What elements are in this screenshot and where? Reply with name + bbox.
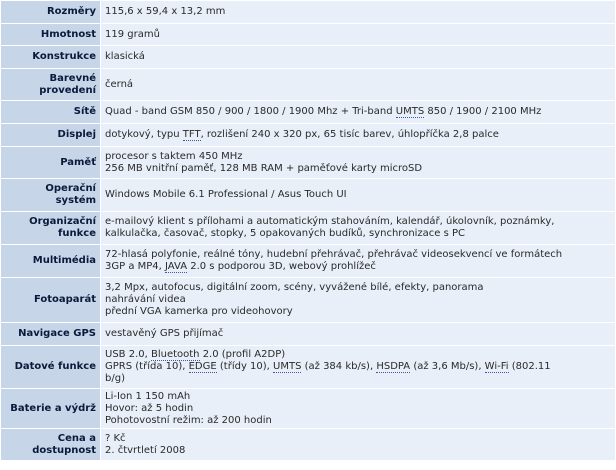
- spec-value: [101, 429, 616, 461]
- spec-value-line: dotykový, typu TFT, rozlišení 240 x 320 px, 65 tisíc barev, úhlopříčka 2,8 palce: [105, 129, 499, 140]
- spec-value: [101, 69, 616, 101]
- spec-value-line: 115,6 x 59,4 x 13,2 mm: [105, 6, 226, 17]
- spec-label: [1, 346, 101, 389]
- spec-row: [1, 101, 616, 124]
- spec-label: [1, 101, 101, 124]
- spec-value-line: 3GP a MP4, JAVA 2.0 s podporou 3D, webový prohlížeč: [105, 261, 376, 272]
- spec-value: [101, 147, 616, 179]
- spec-value-line: černá: [105, 78, 134, 90]
- spec-value: [101, 212, 616, 245]
- spec-label-line: funkce: [58, 228, 96, 239]
- spec-label-line: Displej: [57, 129, 96, 140]
- spec-row: [1, 24, 616, 46]
- spec-value: [101, 245, 616, 278]
- spec-value-line: ? Kč: [105, 432, 126, 444]
- spec-value: [101, 124, 616, 147]
- spec-label-line: Navigace GPS: [18, 328, 96, 339]
- spec-value-line: 2. čtvrtletí 2008: [105, 444, 186, 456]
- spec-label-line: Baterie a výdrž: [10, 402, 96, 414]
- spec-value-line: 256 MB vnitřní paměť, 128 MB RAM + paměťové karty microSD: [105, 162, 423, 174]
- specs-body: [1, 1, 616, 461]
- spec-label-line: Organizační: [29, 216, 96, 227]
- spec-value-line: 119 gramů: [105, 28, 160, 40]
- spec-label: [1, 179, 101, 212]
- spec-label-line: Datové funkce: [14, 361, 96, 372]
- spec-label: [1, 389, 101, 429]
- spec-label-line: Cena a: [57, 432, 96, 444]
- spec-row: [1, 245, 616, 278]
- spec-value: [101, 101, 616, 124]
- spec-label-line: provedení: [39, 84, 96, 96]
- spec-value-line: e-mailový klient s přílohami a automatickým stahováním, kalendář, úkolovník, poznámky,: [105, 216, 555, 227]
- spec-value-line: procesor s taktem 450 MHz: [105, 150, 243, 162]
- abbr-term[interactable]: Bluetooth: [150, 349, 200, 360]
- spec-row: [1, 429, 616, 461]
- spec-label-line: Operační: [45, 183, 96, 194]
- spec-label: [1, 147, 101, 179]
- spec-value: [101, 46, 616, 69]
- spec-value-line: GPRS (třída 10), EDGE (třídy 10), UMTS (až 384 kb/s), HSDPA (až 3,6 Mb/s), Wi-Fi (802.11: [105, 361, 551, 372]
- spec-value: [101, 179, 616, 212]
- spec-label: [1, 245, 101, 278]
- spec-value-line: 3,2 Mpx, autofocus, digitální zoom, scény, vyvážené bílé, efekty, panorama: [105, 282, 484, 293]
- spec-row: [1, 46, 616, 69]
- abbr-term[interactable]: UMTS: [273, 361, 302, 372]
- spec-row: [1, 147, 616, 179]
- abbr-term[interactable]: HSDPA: [376, 361, 411, 372]
- spec-label-line: Konstrukce: [32, 51, 96, 62]
- spec-row: [1, 124, 616, 147]
- abbr-term[interactable]: EDGE: [188, 361, 217, 372]
- spec-label: [1, 124, 101, 147]
- spec-label: [1, 69, 101, 101]
- spec-value-line: b/g): [105, 373, 125, 384]
- spec-row: [1, 323, 616, 346]
- abbr-term[interactable]: JAVA: [165, 261, 188, 272]
- spec-label: [1, 46, 101, 69]
- spec-label: [1, 24, 101, 46]
- spec-label-line: Paměť: [60, 156, 96, 168]
- spec-value: [101, 1, 616, 24]
- spec-row: [1, 389, 616, 429]
- spec-value-line: kalkulačka, časovač, stopky, 5 opakovaných budíků, synchronizace s PC: [105, 228, 466, 239]
- spec-row: [1, 346, 616, 389]
- abbr-term[interactable]: UMTS: [395, 106, 425, 117]
- spec-value-line: nahrávání videa: [105, 294, 186, 305]
- spec-label: [1, 278, 101, 323]
- spec-label-line: dostupnost: [32, 444, 96, 456]
- spec-label: [1, 212, 101, 245]
- spec-label: [1, 323, 101, 346]
- spec-value-line: Hovor: až 5 hodin: [105, 402, 194, 414]
- spec-value-line: Li-Ion 1 150 mAh: [105, 390, 191, 402]
- spec-label-line: Barevné: [49, 72, 96, 84]
- spec-row: [1, 278, 616, 323]
- spec-value-line: Pohotovostní režim: až 200 hodin: [105, 414, 272, 426]
- spec-value: [101, 24, 616, 46]
- abbr-term[interactable]: Wi-Fi: [484, 361, 509, 372]
- spec-value-line: USB 2.0, Bluetooth 2.0 (profil A2DP): [105, 349, 286, 360]
- spec-value-line: klasická: [105, 51, 145, 62]
- spec-value-line: 72-hlasá polyfonie, reálné tóny, hudební přehrávač, přehrávač videosekvencí ve formátech: [105, 249, 563, 260]
- spec-label-line: Fotoaparát: [33, 294, 96, 305]
- spec-value-line: přední VGA kamerka pro videohovory: [105, 306, 293, 317]
- spec-value: [101, 389, 616, 429]
- spec-label-line: Hmotnost: [40, 28, 96, 40]
- spec-label-line: Rozměry: [46, 6, 96, 17]
- spec-value-line: Windows Mobile 6.1 Professional / Asus Touch UI: [105, 189, 347, 200]
- spec-label: [1, 429, 101, 461]
- spec-label-line: systém: [55, 195, 96, 206]
- spec-value: [101, 323, 616, 346]
- spec-value-line: vestavěný GPS přijímač: [105, 328, 224, 339]
- spec-label: [1, 1, 101, 24]
- abbr-term[interactable]: TFT: [182, 129, 201, 140]
- spec-row: [1, 1, 616, 24]
- spec-value: [101, 346, 616, 389]
- spec-row: [1, 69, 616, 101]
- spec-row: [1, 212, 616, 245]
- spec-label-line: Sítě: [73, 106, 96, 117]
- spec-row: [1, 179, 616, 212]
- spec-label-line: Multimédia: [32, 255, 96, 266]
- spec-value-line: Quad - band GSM 850 / 900 / 1800 / 1900 Mhz + Tri-band UMTS 850 / 1900 / 2100 MHz: [105, 106, 542, 117]
- spec-value: [101, 278, 616, 323]
